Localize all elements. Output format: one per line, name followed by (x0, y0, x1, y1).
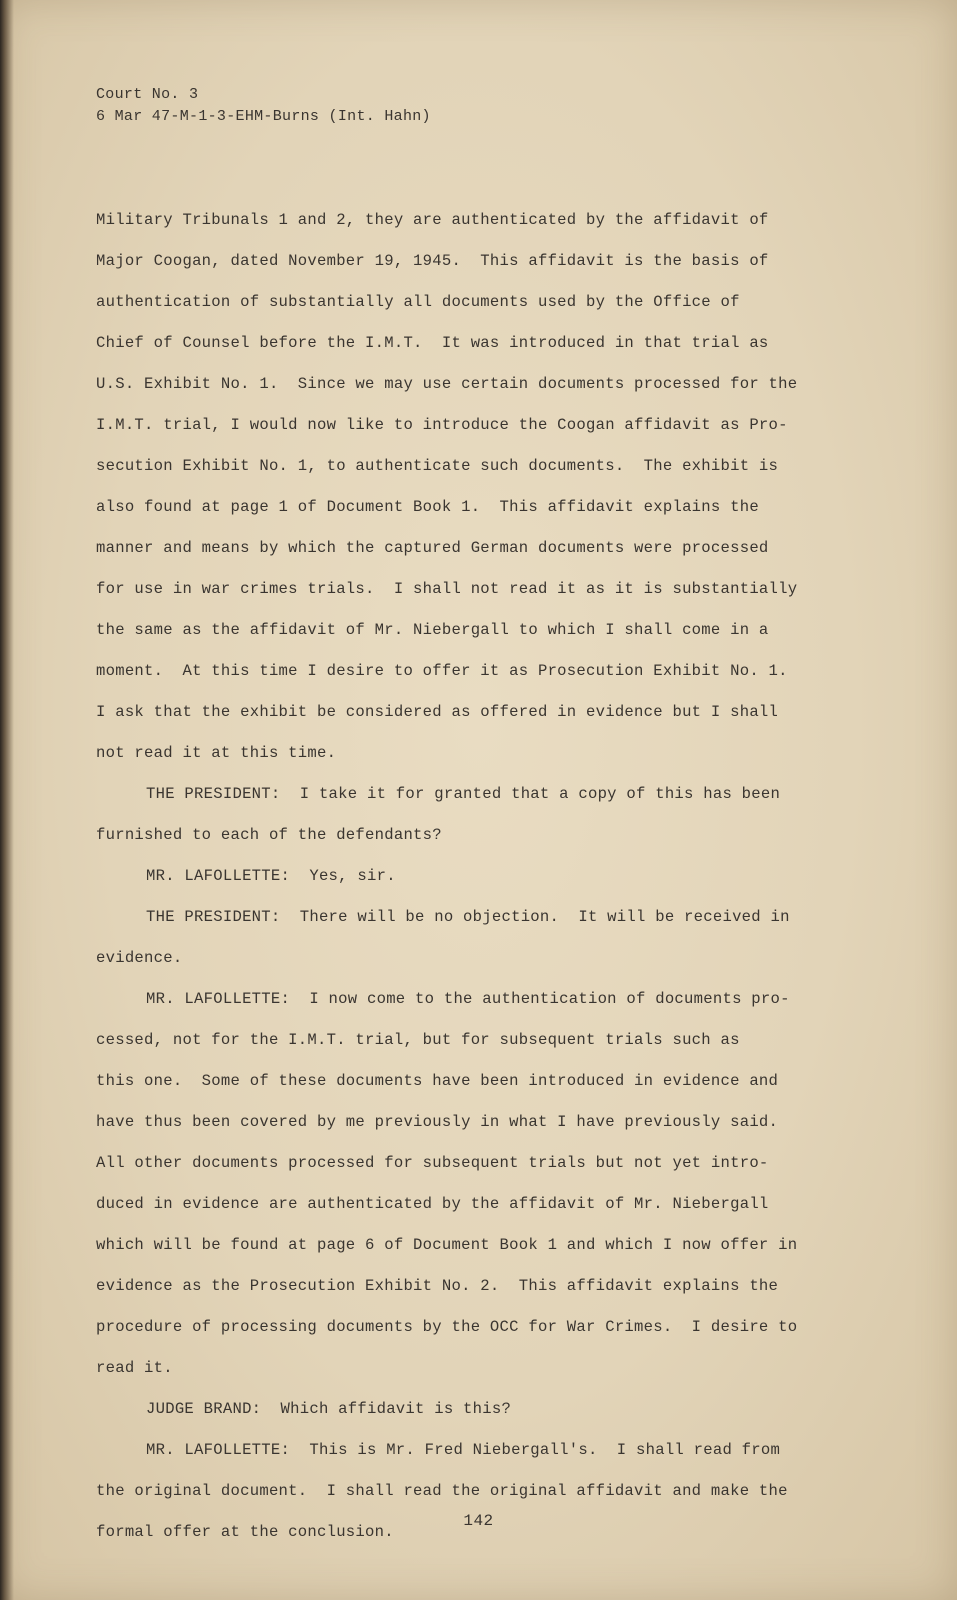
text-line: MR. LAFOLLETTE: This is Mr. Fred Niebergall's. I shall read from (146, 1441, 781, 1459)
text-line: also found at page 1 of Document Book 1. This affidavit explains the (96, 498, 759, 516)
text-line: have thus been covered by me previously in what I have previously said. (96, 1113, 779, 1131)
text-line: furnished to each of the defendants? (96, 826, 442, 844)
text-line: U.S. Exhibit No. 1. Since we may use certain documents processed for the (96, 375, 798, 393)
text-line: formal offer at the conclusion. (96, 1523, 394, 1541)
header (96, 84, 431, 128)
text-line: not read it at this time. (96, 744, 337, 762)
text-line: Major Coogan, dated November 19, 1945. This affidavit is the basis of (96, 252, 769, 270)
text-line: procedure of processing documents by the OCC for War Crimes. I desire to (96, 1318, 798, 1336)
page-number: 142 (463, 1512, 494, 1530)
text-line: All other documents processed for subsequent trials but not yet intro- (96, 1154, 769, 1172)
text-line: Chief of Counsel before the I.M.T. It was introduced in that trial as (96, 334, 769, 352)
text-line: secution Exhibit No. 1, to authenticate such documents. The exhibit is (96, 457, 779, 475)
text-line: duced in evidence are authenticated by the affidavit of Mr. Niebergall (96, 1195, 769, 1213)
text-line: THE PRESIDENT: I take it for granted that a copy of this has been (146, 785, 781, 803)
text-line: authentication of substantially all documents used by the Office of (96, 293, 740, 311)
text-line: manner and means by which the captured German documents were processed (96, 539, 769, 557)
text-line: I ask that the exhibit be considered as offered in evidence but I shall (96, 703, 779, 721)
transcript-body (96, 208, 856, 1561)
text-line: read it. (96, 1359, 173, 1377)
text-line: moment. At this time I desire to offer it as Prosecution Exhibit No. 1. (96, 662, 788, 680)
text-line: THE PRESIDENT: There will be no objection. It will be received in (146, 908, 790, 926)
text-line: which will be found at page 6 of Document Book 1 and which I now offer in (96, 1236, 798, 1254)
text-line: this one. Some of these documents have been introduced in evidence and (96, 1072, 779, 1090)
text-line: JUDGE BRAND: Which affidavit is this? (146, 1400, 512, 1418)
text-line: evidence as the Prosecution Exhibit No. 2. This affidavit explains the (96, 1277, 779, 1295)
session-reference: 6 Mar 47-M-1-3-EHM-Burns (Int. Hahn) (96, 108, 431, 125)
text-line: for use in war crimes trials. I shall not read it as it is substantially (96, 580, 798, 598)
text-line: cessed, not for the I.M.T. trial, but for subsequent trials such as (96, 1031, 740, 1049)
text-line: MR. LAFOLLETTE: Yes, sir. (146, 867, 396, 885)
text-line: the same as the affidavit of Mr. Niebergall to which I shall come in a (96, 621, 769, 639)
text-line: evidence. (96, 949, 183, 967)
text-line: MR. LAFOLLETTE: I now come to the authentication of documents pro- (146, 990, 790, 1008)
text-line: I.M.T. trial, I would now like to introduce the Coogan affidavit as Pro- (96, 416, 788, 434)
text-line: Military Tribunals 1 and 2, they are authenticated by the affidavit of (96, 211, 769, 229)
court-number: Court No. 3 (96, 86, 199, 103)
text-line: the original document. I shall read the original affidavit and make the (96, 1482, 788, 1500)
page-edge-shadow (0, 0, 14, 1600)
